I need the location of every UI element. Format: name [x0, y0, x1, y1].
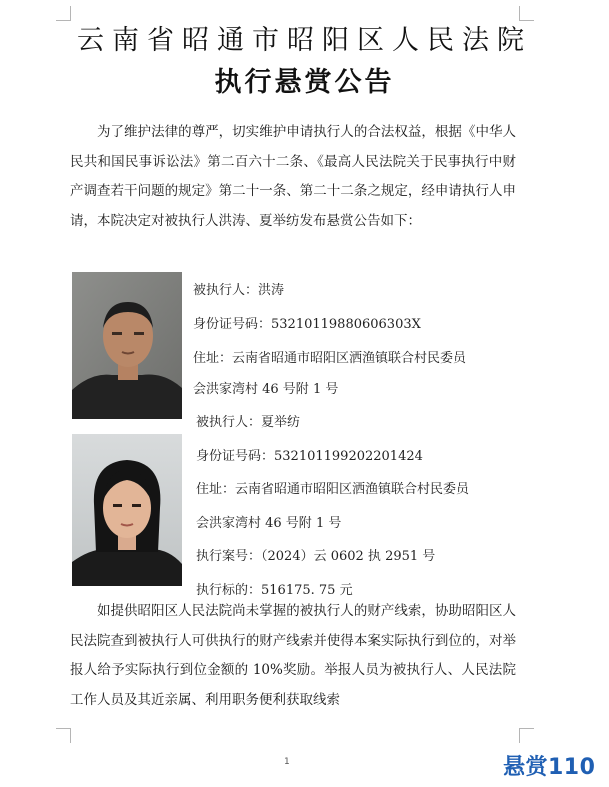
- reward-paragraph: 如提供昭阳区人民法院尚未掌握的被执行人的财产线索，协助昭阳区人民法院查到被执行人可供执行的财产线索并使得本案实际执行到位的，对举报人给予实际执行到位金额的 10%奖励。举报人员为被执行人、人民法院工作人员及其近亲属、利用职务便利获取线索: [70, 603, 516, 708]
- person1-address-line1: 住址：云南省昭通市昭阳区洒渔镇联合村民委员: [193, 351, 467, 366]
- person1-name: 被执行人：洪涛: [193, 283, 285, 298]
- margin-corner-bottom-left: [56, 728, 71, 743]
- margin-corner-bottom-right: [519, 728, 534, 743]
- execution-target-amount: 执行标的：516175. 75 元: [196, 583, 353, 598]
- notice-title: 执行悬赏公告: [214, 67, 395, 98]
- person2-name: 被执行人：夏举纺: [196, 415, 301, 430]
- person2-photo: [72, 434, 182, 586]
- person1-photo: [72, 272, 182, 419]
- case-number: 执行案号：（2024）云 0602 执 2951 号: [196, 549, 436, 564]
- court-title: 云南省昭通市昭阳区人民法院: [77, 25, 532, 56]
- person1-id-number: 身份证号码：53210119880606303X: [193, 317, 421, 332]
- watermark-logo: 悬赏110: [503, 755, 596, 780]
- person2-address-line1: 住址：云南省昭通市昭阳区洒渔镇联合村民委员: [196, 482, 470, 497]
- intro-paragraph: 为了维护法律的尊严，切实维护申请执行人的合法权益，根据《中华人民共和国民事诉讼法》第二百六十二条、《最高人民法院关于民事执行中财产调查若干问题的规定》第二十一条、第二十二条之规定，经申请执行人申请，本院决定对被执行人洪涛、夏举纺发布悬赏公告如下：: [70, 124, 516, 229]
- page-number: 1: [284, 757, 290, 767]
- person1-address-line2: 会洪家湾村 46 号附 1 号: [193, 382, 339, 397]
- person2-id-number: 身份证号码：532101199202201424: [196, 449, 423, 464]
- person2-address-line2: 会洪家湾村 46 号附 1 号: [196, 516, 342, 531]
